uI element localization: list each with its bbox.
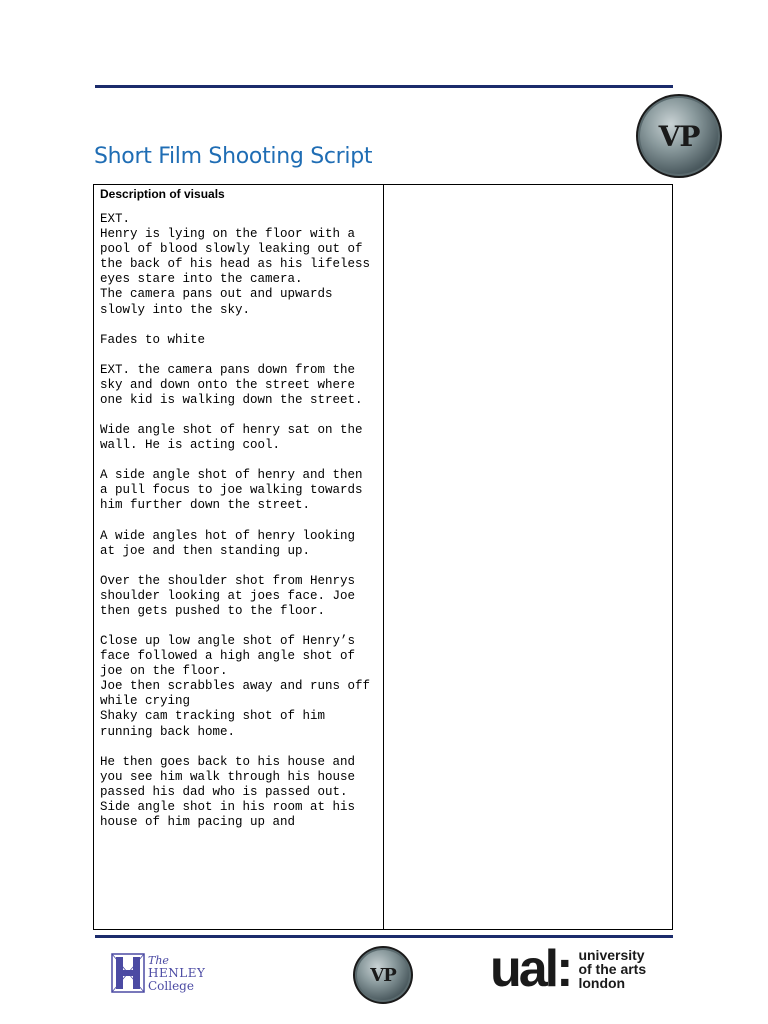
vp-logo-text: VP [658,119,700,153]
henley-college-wordmark [148,954,205,993]
henley-h-icon [111,953,145,993]
visuals-column-header: Description of visuals [100,187,225,201]
script-table [93,184,673,930]
script-paragraph: EXT. the camera pans down from the sky and down onto the street where one kid is walking down the street. [100,362,363,407]
ual-wordmark [578,948,646,990]
vp-logo [636,94,722,178]
henley-college-logo [111,951,211,995]
script-paragraph: Wide angle shot of henry sat on the wall. He is acting cool. [100,423,363,453]
vp-footer-logo-text: VP [370,964,396,986]
ual-mark: ual: [490,940,571,998]
script-paragraph: EXT. Henry is lying on the floor with a pool of blood slowly leaking out of the back of his head as his lifeless eyes stare into the camera. The camera pans out and upwards slowly into the sky. [100,212,371,317]
vp-footer-logo [353,946,413,1004]
script-paragraph: Fades to white [100,332,206,347]
script-paragraph: A wide angles hot of henry looking at joe and then standing up. [100,528,356,558]
header-rule [95,85,673,88]
ual-line-3: london [578,975,626,991]
script-paragraph: A side angle shot of henry and then a pull focus to joe walking towards him further down the street. [100,468,363,513]
page-title: Short Film Shooting Script [94,144,373,169]
script-paragraph: He then goes back to his house and you see him walk through his house passed his dad who is passed out. Side angle shot in his room at his house of him pacing up and [100,754,356,829]
henley-line-1: The [148,953,169,967]
ual-logo [490,940,647,998]
henley-line-3: College [148,978,194,993]
script-paragraph: Close up low angle shot of Henry’s face followed a high angle shot of joe on the floor. Joe then scrabbles away and runs off while crying Shaky cam tracking shot of him running back home. [100,633,371,739]
notes-column [384,185,672,929]
footer-rule [95,935,673,938]
script-paragraph: Over the shoulder shot from Henrys shoulder looking at joes face. Joe then gets pushed to the floor. [100,573,356,618]
visuals-column [94,185,384,929]
ual-line-1: university [578,947,645,963]
ual-line-2: of the arts [578,961,647,977]
henley-line-2: HENLEY [148,965,206,980]
